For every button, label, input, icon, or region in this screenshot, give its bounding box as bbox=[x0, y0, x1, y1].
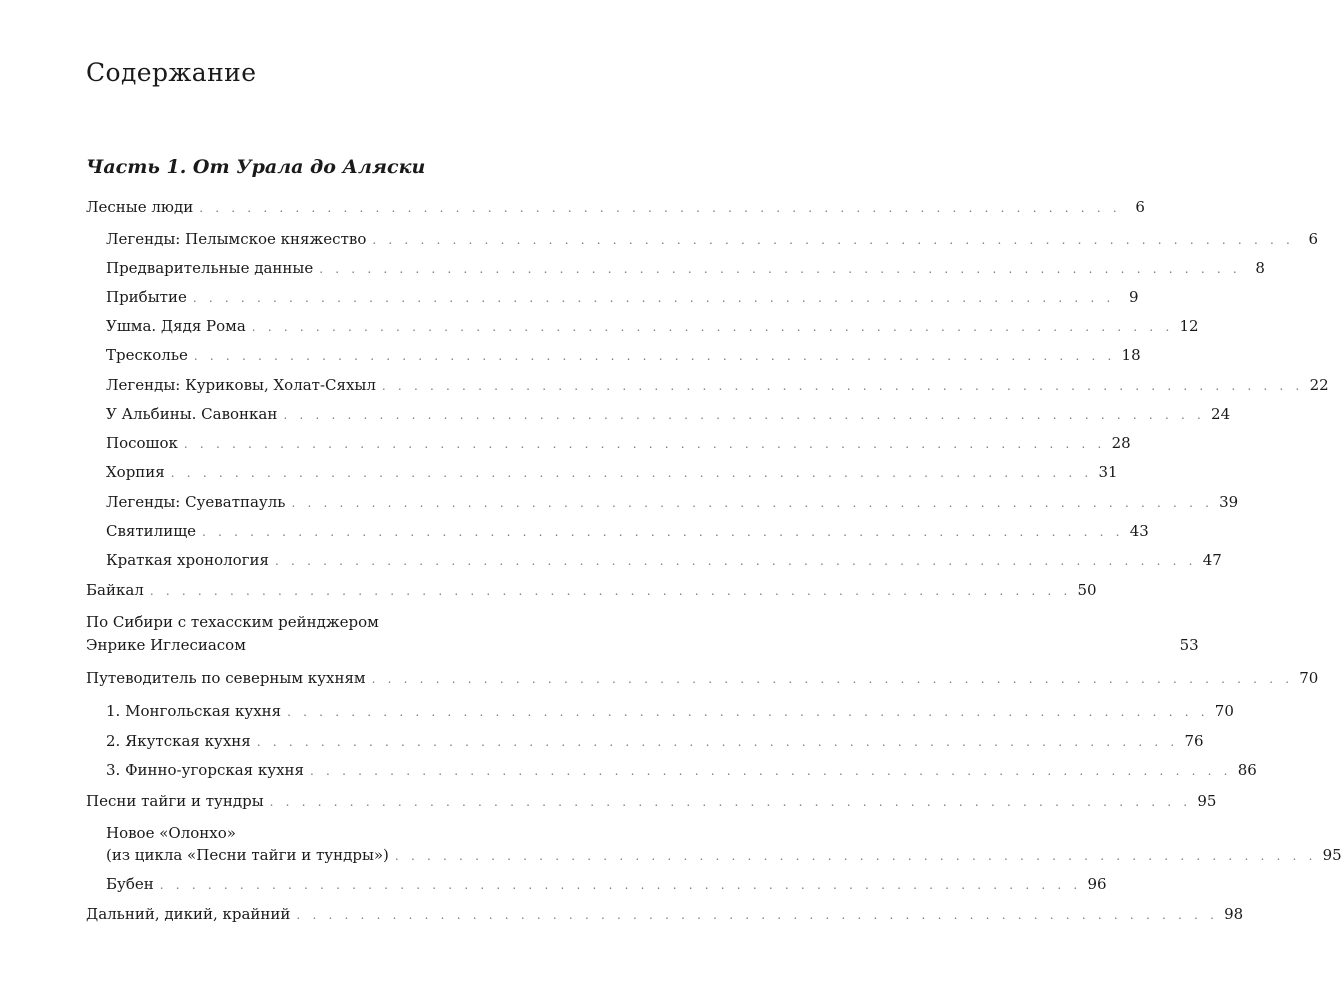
toc-entry-title: Посошок bbox=[106, 434, 178, 452]
toc-entry[interactable] bbox=[106, 405, 1231, 423]
toc-entry-page: 6 bbox=[1135, 198, 1145, 216]
toc-entry-title: 1. Монгольская кухня bbox=[106, 702, 282, 720]
toc-entry-title: Прибытие bbox=[106, 288, 187, 306]
dot-leader: . . . . . . . . . . . . . . . . . . . . . . . . . . . . . . . . . . . . . . . . . . . . . . . . . . . . . . . . . . bbox=[319, 262, 1241, 276]
toc-entry[interactable] bbox=[106, 434, 1131, 452]
dot-leader: . . . . . . . . . . . . . . . . . . . . . . . . . . . . . . . . . . . . . . . . . . . . . . . . . . . . . . . . . . bbox=[159, 878, 1082, 892]
toc-entry[interactable] bbox=[106, 259, 1265, 277]
toc-entry-page: 70 bbox=[1299, 669, 1319, 687]
dot-leader: . . . . . . . . . . . . . . . . . . . . . . . . . . . . . . . . . . . . . . . . . . . . . . . . . . . . . . . . . . bbox=[291, 496, 1214, 510]
toc-entry[interactable] bbox=[106, 846, 1342, 864]
dot-leader: . . . . . . . . . . . . . . . . . . . . . . . . . . . . . . . . . . . . . . . . . . . . . . . . . . . . . . . . . . bbox=[372, 233, 1295, 247]
toc-entry-page: 95 bbox=[1197, 792, 1217, 810]
toc-entry-page: 53 bbox=[1179, 636, 1199, 654]
dot-leader: . . . . . . . . . . . . . . . . . . . . . . . . . . . . . . . . . . . . . . . . . . . . . . . . . . . . . . . . . . bbox=[381, 379, 1304, 393]
dot-leader: . . . . . . . . . . . . . . . . . . . . . . . . . . . . . . . . . . . . . . . . . . . . . . . . . . . . . . . . . . bbox=[256, 735, 1179, 749]
toc-entry-page: 9 bbox=[1128, 288, 1139, 306]
toc-entry-title: Лесные люди bbox=[86, 198, 194, 216]
toc-entry-page: 95 bbox=[1322, 846, 1342, 864]
dot-leader: . . . . . . . . . . . . . . . . . . . . . . . . . . . . . . . . . . . . . . . . . . . . . . . . . . . . . . . . . . bbox=[310, 764, 1232, 778]
dot-leader: . . . . . . . . . . . . . . . . . . . . . . . . . . . . . . . . . . . . . . . . . . . . . . . . . . . . . . . . . . bbox=[170, 466, 1093, 480]
toc-entry-title: Путеводитель по северным кухням bbox=[86, 669, 366, 687]
toc-entry[interactable] bbox=[86, 792, 1217, 810]
toc-entry-title: Легенды: Пелымское княжество bbox=[106, 230, 367, 248]
dot-leader: . . . . . . . . . . . . . . . . . . . . . . . . . . . . . . . . . . . . . . . . . . . . . . . . . . . . . . . . . . bbox=[296, 908, 1219, 922]
toc-entry[interactable] bbox=[106, 463, 1118, 481]
dot-leader: . . . . . . . . . . . . . . . . . . . . . . . . . . . . . . . . . . . . . . . . . . . . . . . . . . . . . . . . . . bbox=[287, 705, 1209, 719]
toc-entry-title: Ушма. Дядя Рома bbox=[106, 317, 246, 335]
toc-entry-page: 43 bbox=[1129, 522, 1149, 540]
part-title: Часть 1. От Урала до Аляски bbox=[86, 156, 426, 178]
toc-entry-page: 76 bbox=[1184, 732, 1204, 750]
toc-entry[interactable] bbox=[106, 376, 1329, 394]
toc-entry[interactable] bbox=[106, 288, 1139, 306]
toc-entry-page: 12 bbox=[1179, 317, 1199, 335]
toc-entry[interactable] bbox=[106, 230, 1319, 248]
toc-entry-page: 31 bbox=[1098, 463, 1118, 481]
toc-entry[interactable] bbox=[106, 522, 1149, 540]
toc-entry-page: 39 bbox=[1219, 493, 1239, 511]
toc-entry-page: 6 bbox=[1308, 230, 1319, 248]
toc-entry[interactable] bbox=[86, 636, 1199, 654]
toc-entry[interactable] bbox=[106, 346, 1141, 364]
toc-entry-title-line1[interactable]: Новое «Олонхо» bbox=[106, 824, 236, 842]
toc-entry-page: 24 bbox=[1211, 405, 1231, 423]
toc-entry-page: 22 bbox=[1309, 376, 1329, 394]
toc-entry-page: 98 bbox=[1224, 905, 1244, 923]
toc-entry[interactable] bbox=[106, 732, 1204, 750]
toc-entry[interactable] bbox=[106, 551, 1222, 569]
toc-entry[interactable] bbox=[106, 317, 1199, 335]
dot-leader: . . . . . . . . . . . . . . . . . . . . . . . . . . . . . . . . . . . . . . . . . . . . . . . . . . . . . . . . . . bbox=[183, 437, 1106, 451]
dot-leader: . . . . . . . . . . . . . . . . . . . . . . . . . . . . . . . . . . . . . . . . . . . . . . . . . . . . . . . . . . bbox=[192, 291, 1115, 305]
toc-entry-page: 86 bbox=[1237, 761, 1257, 779]
toc-entry[interactable] bbox=[106, 493, 1239, 511]
toc-entry[interactable] bbox=[86, 669, 1319, 687]
toc-entry-title: Байкал bbox=[86, 581, 144, 599]
page-title: Содержание bbox=[86, 58, 257, 87]
dot-leader: . . . . . . . . . . . . . . . . . . . . . . . . . . . . . . . . . . . . . . . . . . . . . . . . . . . . . . . . . . bbox=[283, 408, 1206, 422]
toc-entry[interactable] bbox=[106, 761, 1257, 779]
toc-entry-page: 70 bbox=[1214, 702, 1234, 720]
toc-entry-page: 50 bbox=[1077, 581, 1097, 599]
toc-entry-title: Краткая хронология bbox=[106, 551, 270, 569]
dot-leader: . . . . . . . . . . . . . . . . . . . . . . . . . . . . . . . . . . . . . . . . . . . . . . . . . . . . . . . . . . bbox=[371, 672, 1294, 686]
toc-entry[interactable] bbox=[86, 581, 1097, 599]
toc-entry-title: Легенды: Суеватпауль bbox=[106, 493, 286, 511]
toc-entry-page: 28 bbox=[1111, 434, 1131, 452]
dot-leader: . . . . . . . . . . . . . . . . . . . . . . . . . . . . . . . . . . . . . . . . . . . . . . . . . . . . . . . . . . bbox=[202, 525, 1124, 539]
toc-entry-title: Святилище bbox=[106, 522, 197, 540]
toc-entry-page: 8 bbox=[1255, 259, 1265, 277]
dot-leader: . . . . . . . . . . . . . . . . . . . . . . . . . . . . . . . . . . . . . . . . . . . . . . . . . . . . . . . . . . bbox=[193, 349, 1116, 363]
toc-entry-title: У Альбины. Савонкан bbox=[106, 405, 278, 423]
toc-entry-page: 96 bbox=[1087, 875, 1107, 893]
toc-entry[interactable] bbox=[86, 905, 1244, 923]
toc-entry[interactable] bbox=[106, 875, 1107, 893]
dot-leader: . . . . . . . . . . . . . . . . . . . . . . . . . . . . . . . . . . . . . . . . . . . . . . . . . . . . . . . . . . bbox=[394, 849, 1317, 863]
toc-entry[interactable] bbox=[86, 198, 1145, 216]
toc-entry[interactable] bbox=[106, 702, 1234, 720]
dot-leader: . . . . . . . . . . . . . . . . . . . . . . . . . . . . . . . . . . . . . . . . . . . . . . . . . . . . . . . . . . bbox=[269, 795, 1192, 809]
dot-leader: . . . . . . . . . . . . . . . . . . . . . . . . . . . . . . . . . . . . . . . . . . . . . . . . . . . . . . . . . . bbox=[251, 320, 1174, 334]
toc-entry-title-line1[interactable]: По Сибири с техасским рейнджером bbox=[86, 613, 379, 631]
toc-entry-title: (из цикла «Песни тайги и тундры») bbox=[106, 846, 389, 864]
dot-leader: . . . . . . . . . . . . . . . . . . . . . . . . . . . . . . . . . . . . . . . . . . . . . . . . . . . . . . . . . . bbox=[149, 584, 1072, 598]
toc-entry-title: Песни тайги и тундры bbox=[86, 792, 264, 810]
toc-entry-title: Дальний, дикий, крайний bbox=[86, 905, 291, 923]
toc-entry-title: Тресколье bbox=[106, 346, 188, 364]
toc-entry-page: 18 bbox=[1121, 346, 1141, 364]
dot-leader: . . . . . . . . . . . . . . . . . . . . . . . . . . . . . . . . . . . . . . . . . . . . . . . . . . . . . . . . . . bbox=[275, 554, 1197, 568]
dot-leader: . . . . . . . . . . . . . . . . . . . . . . . . . . . . . . . . . . . . . . . . . . . . . . . . . . . . . . . . . . bbox=[199, 201, 1121, 215]
toc-entry-title: 3. Финно-угорская кухня bbox=[106, 761, 305, 779]
toc-entry-title: Легенды: Куриковы, Холат-Сяхыл bbox=[106, 376, 376, 394]
toc-entry-title: Бубен bbox=[106, 875, 154, 893]
toc-entry-title: Хорпия bbox=[106, 463, 165, 481]
toc-entry-title: Энрике Иглесиасом bbox=[86, 636, 246, 654]
toc-entry-title: 2. Якутская кухня bbox=[106, 732, 251, 750]
toc-entry-title: Предварительные данные bbox=[106, 259, 314, 277]
toc-entry-page: 47 bbox=[1202, 551, 1222, 569]
